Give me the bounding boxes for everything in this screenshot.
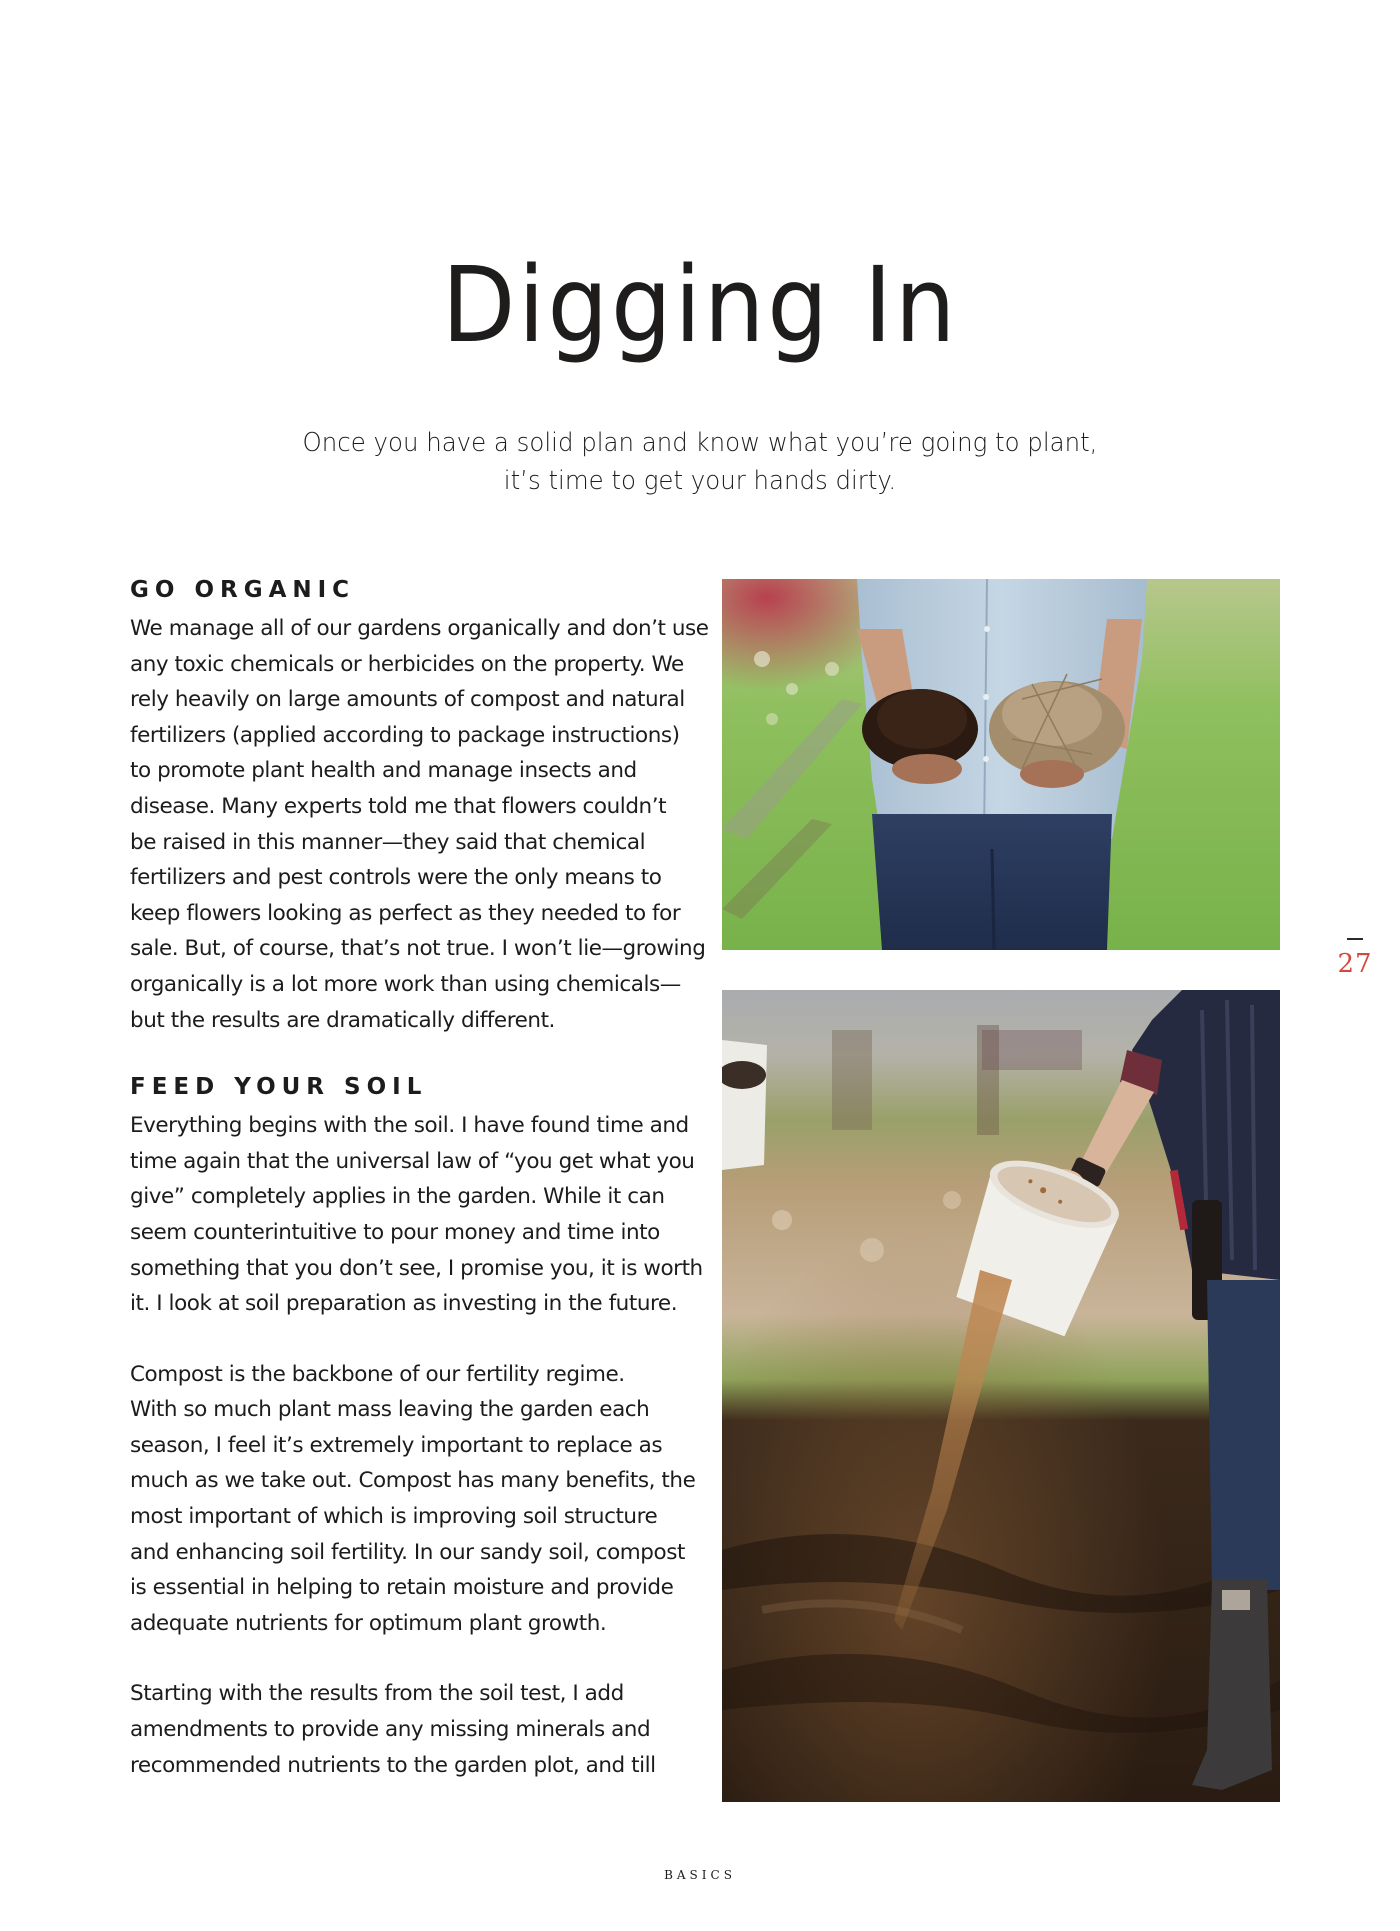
page-number-dash bbox=[1347, 938, 1363, 940]
text-line: is essential in helping to retain moisture and provide bbox=[130, 1575, 674, 1601]
text-line: time again that the universal law of “you get what you bbox=[130, 1148, 695, 1174]
section-feed-your-soil bbox=[130, 1072, 703, 1783]
text-line: it. I look at soil preparation as investing in the future. bbox=[130, 1291, 678, 1317]
subtitle-line: Once you have a solid plan and know what you’re going to plant, bbox=[302, 428, 1098, 458]
text-line: With so much plant mass leaving the garden each bbox=[130, 1397, 650, 1423]
page-title: Digging In bbox=[441, 244, 959, 366]
text-line: keep flowers looking as perfect as they needed to for bbox=[130, 900, 681, 926]
paragraph bbox=[130, 611, 709, 1038]
photo-spreading-amendment bbox=[722, 990, 1280, 1802]
text-line: seem counterintuitive to pour money and time into bbox=[130, 1219, 660, 1245]
text-line: fertilizers (applied according to package instructions) bbox=[130, 722, 680, 748]
text-line: be raised in this manner—they said that chemical bbox=[130, 829, 646, 855]
paragraph bbox=[130, 1108, 703, 1322]
text-line: amendments to provide any missing minerals and bbox=[130, 1717, 651, 1743]
spacer bbox=[130, 1641, 690, 1676]
page-subtitle bbox=[42, 424, 1358, 500]
text-line: but the results are dramatically different. bbox=[130, 1007, 555, 1033]
text-line: most important of which is improving soil structure bbox=[130, 1504, 658, 1530]
photo-compost-hands bbox=[722, 579, 1280, 950]
photo-compost-hands-illustration bbox=[722, 579, 1280, 950]
text-line: fertilizers and pest controls were the only means to bbox=[130, 865, 662, 891]
spacer bbox=[130, 1038, 690, 1072]
paragraph bbox=[130, 1357, 696, 1642]
section-heading: FEED YOUR SOIL bbox=[130, 1074, 428, 1101]
text-line: much as we take out. Compost has many benefits, the bbox=[130, 1468, 696, 1494]
section-label-footer: BASICS bbox=[664, 1868, 736, 1882]
text-line: adequate nutrients for optimum plant growth. bbox=[130, 1610, 607, 1636]
text-line: recommended nutrients to the garden plot, and till bbox=[130, 1752, 656, 1778]
page-number-marker bbox=[1330, 938, 1380, 978]
text-line: sale. But, of course, that’s not true. I won’t lie—growing bbox=[130, 936, 706, 962]
paragraph bbox=[130, 1676, 690, 1783]
text-line: to promote plant health and manage insects and bbox=[130, 758, 637, 784]
text-line: rely heavily on large amounts of compost and natural bbox=[130, 687, 685, 713]
text-line: any toxic chemicals or herbicides on the property. We bbox=[130, 651, 684, 677]
spacer bbox=[130, 1322, 690, 1357]
section-heading: GO ORGANIC bbox=[130, 577, 356, 603]
photo-spreading-amendment-illustration bbox=[722, 990, 1280, 1802]
text-line: organically is a lot more work than using chemicals— bbox=[130, 971, 681, 997]
article-text-column bbox=[130, 575, 709, 1783]
text-line: Everything begins with the soil. I have found time and bbox=[130, 1113, 689, 1139]
text-line: something that you don’t see, I promise you, it is worth bbox=[130, 1255, 703, 1281]
text-line: Starting with the results from the soil test, I add bbox=[130, 1681, 624, 1707]
text-line: and enhancing soil fertility. In our sandy soil, compost bbox=[130, 1539, 685, 1565]
text-line: season, I feel it’s extremely important to replace as bbox=[130, 1432, 663, 1458]
text-line: Compost is the backbone of our fertility regime. bbox=[130, 1361, 625, 1387]
text-line: give” completely applies in the garden. While it can bbox=[130, 1184, 665, 1210]
text-line: disease. Many experts told me that flowers couldn’t bbox=[130, 793, 667, 819]
text-line: We manage all of our gardens organically and don’t use bbox=[130, 616, 709, 641]
page-number: 27 bbox=[1337, 949, 1373, 979]
subtitle-line: it’s time to get your hands dirty. bbox=[503, 466, 897, 496]
section-go-organic bbox=[130, 575, 709, 1038]
